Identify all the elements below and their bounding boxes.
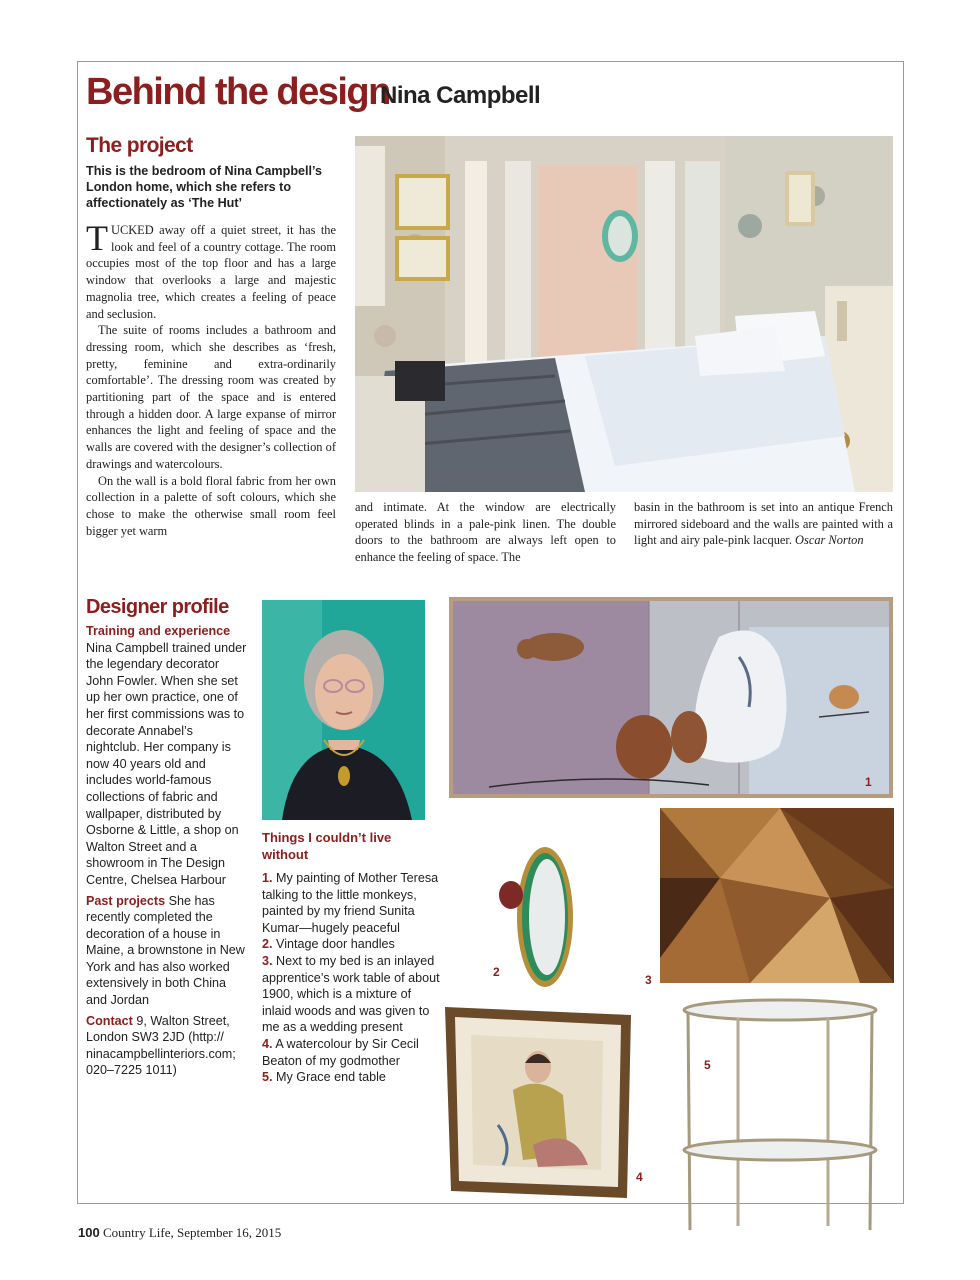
things-heading: Things I couldn’t live without [262,830,392,862]
publication-info: Country Life, September 16, 2015 [102,1225,282,1240]
monkey-painting-image [449,597,893,798]
paragraph-3: On the wall is a bold floral fabric from her own collection in a palette of soft colours, which she chose to make the otherwise small room feel bigger yet warm [86,473,336,538]
past-projects-label: Past projects [86,893,166,908]
inlaid-table-image [660,808,894,983]
profile-column [86,623,248,1083]
paragraph-1: TUCKED away off a quiet street, it has the look and feel of a country cottage. The room occupies most of the top floor and has a large window that overlooks a large and majestic magnolia tree, which creates a feeling of peace and seclusion. [86,218,336,321]
contact-label: Contact [86,1013,133,1028]
profile-heading: Designer profile [86,596,229,618]
section-title: Behind the design [86,71,390,113]
byline: Oscar Norton [795,533,864,548]
past-projects-paragraph: Past projects She has recently completed the decoration of a house in Maine, a brownstone in New York and has also worked extensively in both China and Jordan [86,893,245,1008]
figure-number-1: 1 [865,775,872,789]
list-item: 2. Vintage door handles [262,937,395,952]
article-column-1 [86,218,336,539]
article-column-3: basin in the bathroom is set into an antique French mirrored sideboard and the walls are painted with a light and airy pale-pink lacquer. Oscar Norton [634,500,893,548]
portrait-photo [262,600,425,820]
project-intro: This is the bedroom of Nina Campbell’s London home, which she refers to affectionately as ‘The Hut’ [86,164,323,210]
project-heading: The project [86,134,193,157]
door-handle-image [497,845,575,990]
list-item: 5. My Grace end table [262,1070,386,1085]
list-item: 3. Next to my bed is an inlayed apprentice’s work table of about 1900, which is a mixture of inlaid woods and was given to me as a wedding present [262,953,440,1035]
end-table-image [678,998,882,1230]
list-item: 1. My painting of Mother Teresa talking to the little monkeys, painted by my friend Sunita Kumar—hugely peaceful [262,871,439,935]
drop-cap: T [86,218,108,258]
paragraph-2: The suite of rooms includes a bathroom and dressing room, which she describes as ‘fresh, pretty, feminine and extra-ordinarily comfortable’. The dressing room was created by partitioning part of the space and is entered through a hidden door. A large expanse of mirror enhances the light and feeling of space and the walls are covered with the designer’s collection of drawings and watercolours. [86,323,336,471]
figure-number-3: 3 [645,973,652,987]
things-list [262,870,442,1086]
figure-number-5: 5 [704,1058,711,1072]
contact-paragraph: Contact 9, Walton Street, London SW3 2JD (http:// ninacampbellinteriors.com; 020–7225 1011) [86,1013,236,1078]
article-column-2: and intimate. At the window are electrically operated blinds in a pale-pink linen. The double doors to the bathroom are always left open to enhance the feeling of space. The [355,500,616,565]
figure-number-4: 4 [636,1170,643,1184]
training-paragraph: Training and experience Nina Campbell trained under the legendary decorator John Fowler. When she set up her own practice, one of her first commissions was to decorate Annabel’s nightclub. Her company is now 40 years old and includes world-famous collections of fabric and wallpaper, distributed by Osborne & Little, a shop on Walton Street and a showroom in The Design Centre, Chelsea Harbour [86,624,247,887]
page-footer [78,1225,281,1241]
figure-number-2: 2 [493,965,500,979]
bedroom-photo [355,136,893,492]
watercolour-image [443,1005,633,1198]
training-label: Training and experience [86,624,231,638]
designer-name: Nina Campbell [380,82,541,109]
page-number: 100 [78,1225,100,1240]
list-item: 4. A watercolour by Sir Cecil Beaton of my godmother [262,1036,419,1068]
